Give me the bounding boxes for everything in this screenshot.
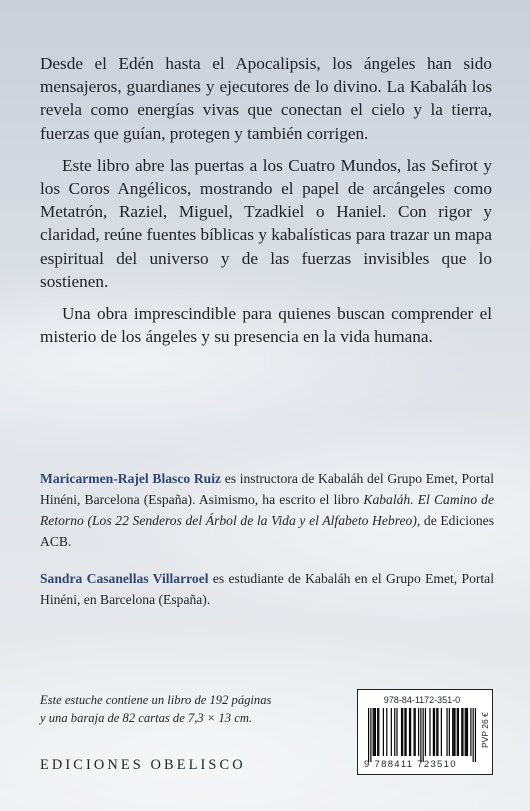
barcode-bar	[465, 708, 466, 756]
ean-left-group: 788411	[374, 759, 414, 770]
barcode-bar	[383, 708, 384, 756]
barcode-bar	[378, 708, 379, 756]
author-book-title: Kabaláh. El Camino de Retorno (Los 22 Senderos del Árbol de la Vida y el Alfabeto Hebreo)	[40, 492, 494, 528]
ean-first-digit: 9	[364, 759, 371, 770]
author-name-1: Maricarmen-Rajel Blasco Ruiz	[40, 471, 222, 486]
barcode-bar	[434, 708, 435, 756]
barcode-bar	[401, 708, 402, 756]
barcode-bar	[402, 708, 403, 756]
barcode-bar	[377, 708, 378, 756]
barcode-bar	[458, 708, 459, 756]
ean-digits	[364, 759, 482, 770]
barcode-bar	[470, 708, 471, 756]
barcode-bar	[423, 708, 424, 762]
back-cover-blurb	[40, 52, 492, 357]
author-bio-2-text-a: es estudiante de Kabaláh en el Grupo Emet, Portal Hinéni, en Barcelona (España).	[40, 571, 494, 607]
barcode-bar	[368, 708, 369, 762]
barcode-bar	[420, 708, 421, 762]
price-label: PVP 26 €	[480, 712, 490, 748]
box-contents-line-1: Este estuche contiene un libro de 192 páginas	[40, 693, 272, 707]
barcode-bar	[373, 708, 374, 756]
barcode-bar	[475, 708, 476, 762]
blurb-paragraph-1: Desde el Edén hasta el Apocalipsis, los ángeles han sido mensajeros, guardianes y ejecutores de lo divino. La Kabaláh los revela como energías vivas que conectan el cielo y la tierra, fuerzas que guían, protegen y también corrigen.	[40, 54, 492, 143]
barcode-bar	[454, 708, 455, 756]
barcode-bar	[452, 708, 453, 756]
barcode-bar	[457, 708, 458, 756]
author-name-2: Sandra Casanellas Villarroel	[40, 571, 209, 586]
barcode-bar	[410, 708, 411, 756]
blurb-paragraph-3: Una obra imprescindible para quienes buscan comprender el misterio de los ángeles y su presencia en la vida humana.	[40, 304, 492, 347]
barcode-bar	[374, 708, 375, 756]
barcode-bar	[449, 708, 450, 756]
barcode-bar	[437, 708, 438, 756]
barcode-bar	[462, 708, 463, 756]
barcode-bar	[473, 708, 474, 762]
barcode-bar	[425, 708, 426, 756]
barcode-bar	[413, 708, 414, 756]
barcode-bar	[386, 708, 387, 756]
author-bio-1-text-a: es instructora de Kabaláh del Grupo Emet, Portal Hinéni, Barcelona (España). Asimismo, ha escrito el libro	[40, 471, 494, 507]
barcode-bar	[418, 708, 419, 756]
barcode-bar	[429, 708, 430, 756]
barcode-bar	[446, 708, 447, 756]
author-bio-1-text-b: , de Ediciones ACB.	[40, 513, 494, 549]
author-bio-1	[40, 468, 494, 552]
barcode-bar	[406, 708, 407, 756]
author-bio-2	[40, 568, 494, 610]
barcode-bar	[409, 708, 410, 756]
box-contents-note	[40, 691, 340, 727]
barcode-bar	[441, 708, 442, 756]
blurb-paragraph-2: Este libro abre las puertas a los Cuatro Mundos, las Sefirot y los Coros Angélicos, mostrando el papel de arcángeles como Metatrón, Raziel, Miguel, Tzadkiel o Haniel. Con rigor y claridad, reúne fuentes bíblicas y kabalísticas para trazar un mapa espiritual del universo y de las fuerzas invisibles que lo sostienen.	[40, 155, 492, 291]
barcode-bar	[404, 708, 405, 756]
barcode-bar	[394, 708, 395, 756]
barcode-bar	[415, 708, 416, 756]
isbn-label: 978-84-1172-351-0	[383, 695, 461, 705]
barcode-bar	[461, 708, 462, 756]
barcode-bar	[370, 708, 371, 762]
barcode-bar	[391, 708, 392, 756]
barcode-bar	[375, 708, 376, 756]
barcode-bar	[467, 708, 468, 756]
barcode-bar	[433, 708, 434, 756]
barcode-bar	[453, 708, 454, 756]
barcode-bar	[436, 708, 437, 756]
barcode-bar	[396, 708, 397, 756]
barcode-icon	[368, 708, 476, 762]
author-bios	[40, 468, 494, 626]
publisher-logo-text: EDICIONES OBELISCO	[40, 757, 246, 773]
barcode-box	[357, 689, 493, 775]
ean-right-group: 723510	[417, 759, 457, 770]
box-contents-line-2: y una baraja de 82 cartas de 7,3 × 13 cm.	[40, 711, 253, 725]
barcode-bar	[466, 708, 467, 756]
